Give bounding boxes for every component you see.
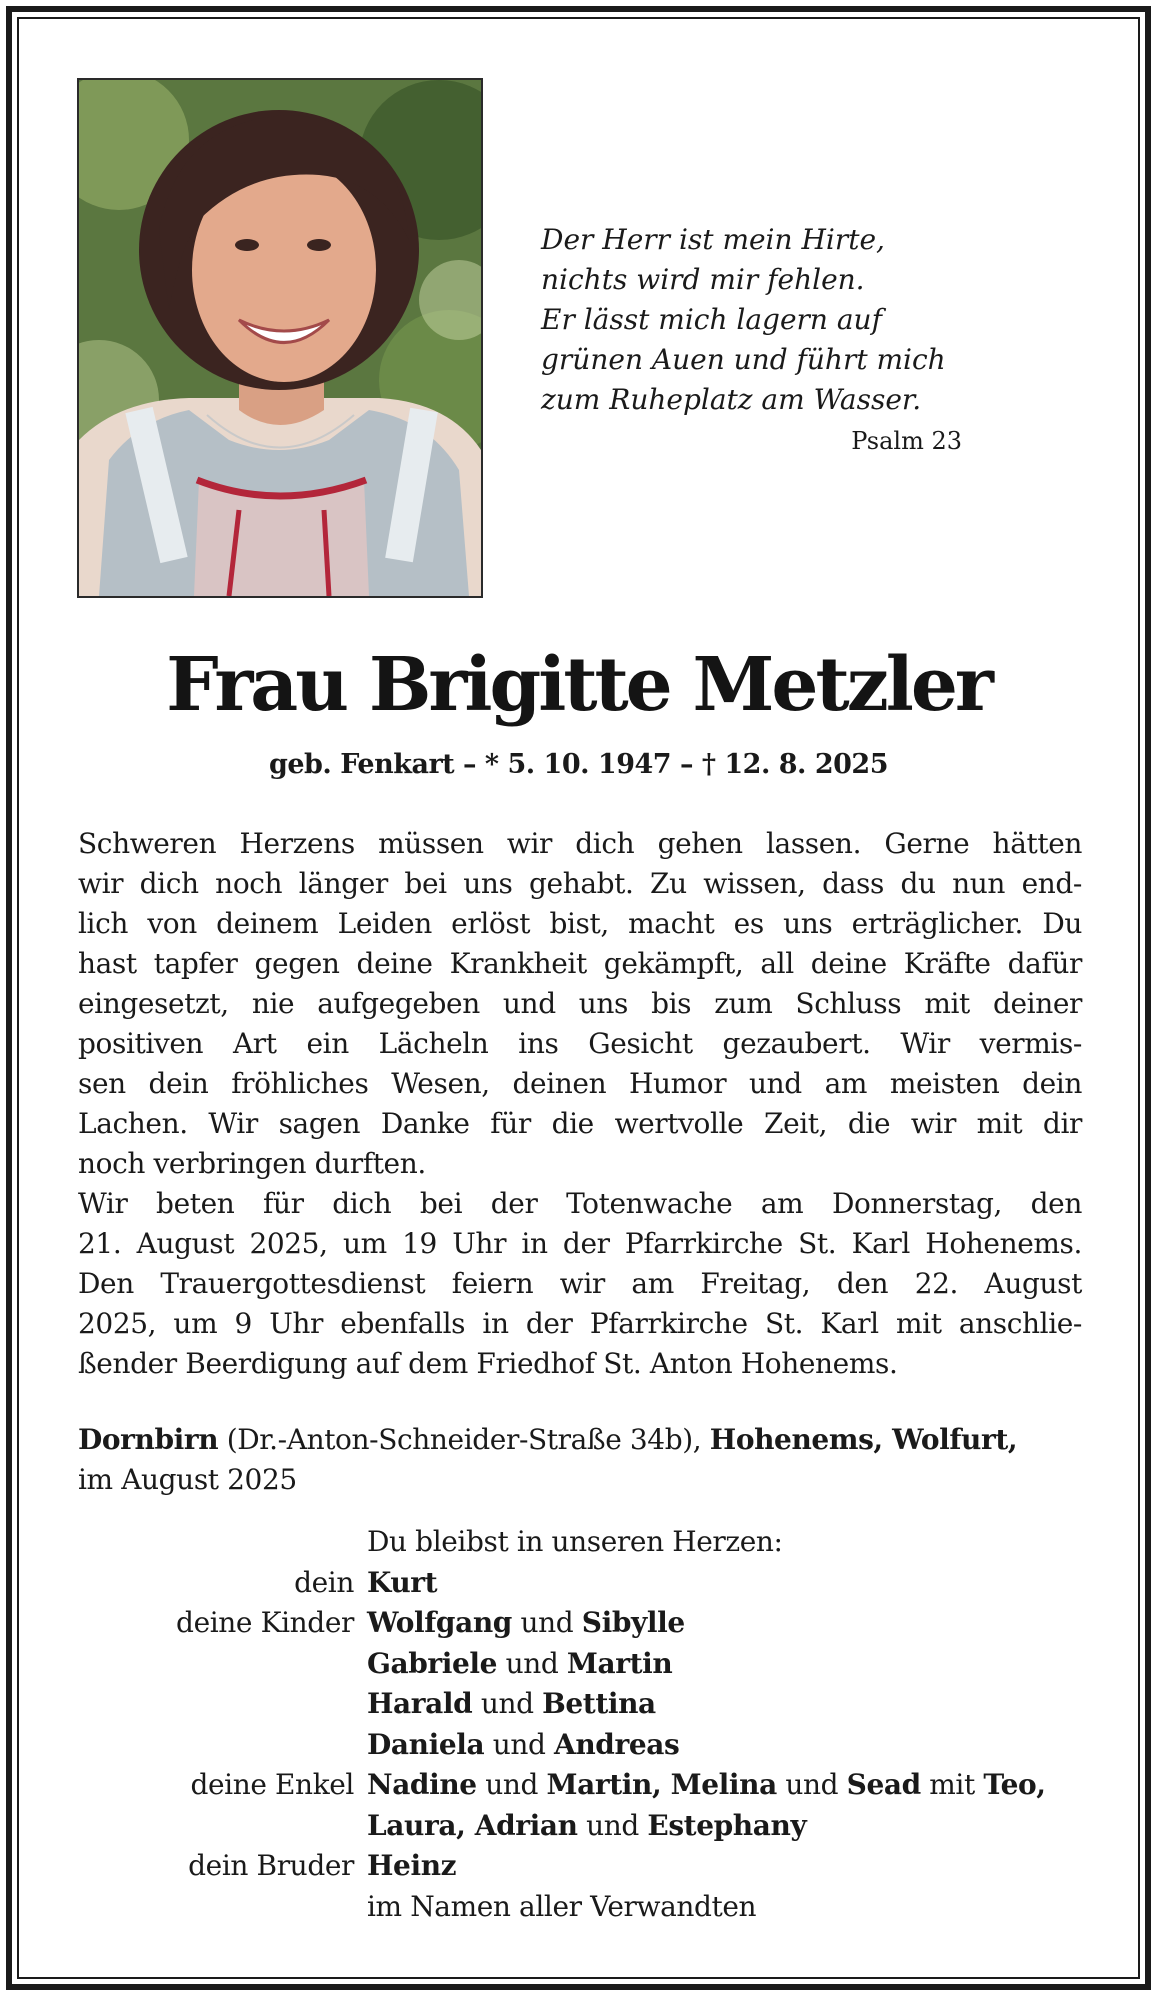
psalm-quote xyxy=(541,220,971,420)
relative-name: Heinz xyxy=(367,1849,457,1882)
family-names xyxy=(367,1846,1082,1887)
relative-name: Sibylle xyxy=(581,1606,685,1639)
text-line: Lachen. Wir sagen Danke für die wertvolle Zeit, die wir mit dir xyxy=(78,1107,1082,1140)
text-line: 2025, um 9 Uhr ebenfalls in der Pfarrkirche St. Karl mit anschlie- xyxy=(78,1307,1082,1340)
connector: und xyxy=(484,1727,555,1761)
place-others: Hohenems, Wolfurt, xyxy=(709,1423,1018,1456)
family-names xyxy=(367,1684,1082,1725)
connector: und xyxy=(511,1606,582,1639)
connector: und xyxy=(472,1687,543,1720)
family-role xyxy=(78,1644,367,1685)
portrait-illustration xyxy=(79,80,481,596)
quote-line: grünen Auen und führt mich xyxy=(541,343,946,376)
relative-name: Wolfgang xyxy=(367,1606,512,1639)
relative-name: Bettina xyxy=(542,1687,656,1720)
family-row xyxy=(78,1806,1082,1847)
family-row xyxy=(78,1846,1082,1887)
relative-name: Daniela xyxy=(367,1727,485,1761)
birth-death-dates: geb. Fenkart – * 5. 10. 1947 – † 12. 8. 2025 xyxy=(269,749,888,780)
family-names xyxy=(367,1765,1082,1806)
connector: und xyxy=(476,1768,547,1801)
relative-name: Andreas xyxy=(554,1727,680,1761)
quote-source: Psalm 23 xyxy=(851,427,962,455)
family-closing: im Namen aller Verwandten xyxy=(367,1889,757,1923)
family-names xyxy=(367,1725,1082,1766)
family-names xyxy=(367,1806,1082,1847)
quote-line: Der Herr ist mein Hirte, xyxy=(541,223,885,256)
family-row xyxy=(78,1684,1082,1725)
family-role: deine Kinder xyxy=(176,1606,354,1639)
family-row xyxy=(78,1522,1082,1563)
place-line xyxy=(78,1420,1082,1460)
relative-name: Laura, Adrian xyxy=(367,1808,578,1842)
connector: und xyxy=(497,1646,567,1680)
text-line: 21. August 2025, um 19 Uhr in der Pfarrkirche St. Karl Hohenems. xyxy=(78,1227,1082,1260)
connector: und xyxy=(577,1808,648,1842)
date-line: im August 2025 xyxy=(78,1463,297,1496)
quote-line: zum Ruheplatz am Wasser. xyxy=(541,383,922,416)
relative-name: Gabriele xyxy=(367,1646,498,1680)
place-address: (Dr.-Anton-Schneider-Straße 34b), xyxy=(218,1423,710,1456)
family-row xyxy=(78,1603,1082,1644)
relative-name: Martin, Melina xyxy=(546,1768,777,1801)
relative-name: Sead xyxy=(846,1768,921,1801)
obituary-text xyxy=(78,824,1082,1384)
place-city: Dornbirn xyxy=(78,1423,219,1456)
text-line: Schweren Herzens müssen wir dich gehen lassen. Gerne hätten xyxy=(78,827,1082,860)
relative-name: Estephany xyxy=(647,1808,807,1842)
family-names xyxy=(367,1603,1082,1644)
quote-line: Er lässt mich lagern auf xyxy=(541,303,882,336)
family-role: dein xyxy=(294,1565,354,1599)
family-role xyxy=(78,1887,367,1928)
family-row xyxy=(78,1765,1082,1806)
place-and-date xyxy=(78,1420,1082,1500)
family-role xyxy=(78,1806,367,1847)
family-row xyxy=(78,1644,1082,1685)
family-role: deine Enkel xyxy=(190,1768,354,1801)
family-role: dein Bruder xyxy=(188,1849,354,1882)
text-line: hast tapfer gegen deine Krankheit gekämpft, all deine Kräfte dafür xyxy=(78,947,1082,980)
connector: mit xyxy=(920,1768,984,1801)
quote-line: nichts wird mir fehlen. xyxy=(541,263,865,296)
text-line: Den Trauergottesdienst feiern wir am Freitag, den 22. August xyxy=(78,1267,1082,1300)
text-line: positiven Art ein Lächeln ins Gesicht gezaubert. Wir vermis- xyxy=(78,1027,1082,1060)
text-line: noch verbringen durften. xyxy=(78,1147,426,1180)
family-role xyxy=(78,1522,367,1563)
family-names xyxy=(367,1644,1082,1685)
relative-name: Nadine xyxy=(367,1768,477,1801)
family-row xyxy=(78,1563,1082,1604)
relative-name: Kurt xyxy=(367,1565,438,1599)
connector: und xyxy=(776,1768,847,1801)
family-intro: Du bleibst in unseren Herzen: xyxy=(367,1525,783,1558)
text-line: wir dich noch länger bei uns gehabt. Zu wissen, dass du nun end- xyxy=(78,867,1082,900)
text-line: ßender Beerdigung auf dem Friedhof St. Anton Hohenems. xyxy=(78,1347,898,1380)
relative-name: Teo, xyxy=(983,1768,1046,1801)
text-line: sen dein fröhliches Wesen, deinen Humor und am meisten dein xyxy=(78,1067,1082,1100)
portrait-photo xyxy=(77,78,483,598)
text-line: Wir beten für dich bei der Totenwache am Donnerstag, den xyxy=(78,1187,1082,1220)
text-line: eingesetzt, nie aufgegeben und uns bis zum Schluss mit deiner xyxy=(78,987,1082,1020)
family-row xyxy=(78,1887,1082,1928)
deceased-name: Frau Brigitte Metzler xyxy=(166,642,991,728)
family-names xyxy=(367,1563,1082,1604)
family-role xyxy=(78,1684,367,1725)
family-list xyxy=(78,1522,1082,1927)
family-role xyxy=(78,1725,367,1766)
relative-name: Martin xyxy=(566,1646,673,1680)
text-line: lich von deinem Leiden erlöst bist, macht es uns erträglicher. Du xyxy=(78,907,1082,940)
family-row xyxy=(78,1725,1082,1766)
relative-name: Harald xyxy=(367,1687,473,1720)
